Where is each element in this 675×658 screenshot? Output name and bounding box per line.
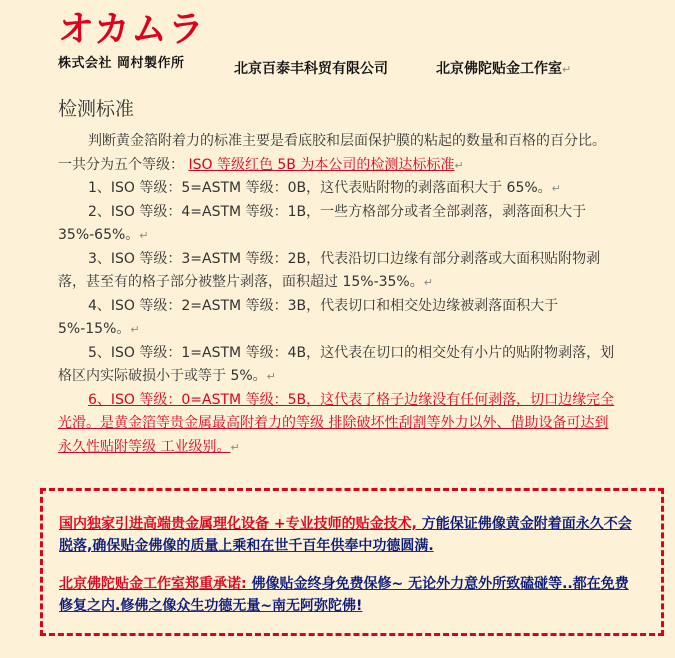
intro-text: 判断黄金箔附着力的标准主要是看底胶和层面保护膜的粘起的数量和百格的百分比。一共分为五个等级： — [58, 133, 606, 173]
okamura-logo — [56, 8, 216, 78]
header — [56, 8, 666, 78]
section-title: 检测标准 — [58, 98, 135, 120]
paragraph-mark-icon: ↵ — [423, 276, 433, 289]
intro-highlight: ISO 等级红色 5B 为本公司的检测达标标准 — [188, 156, 455, 173]
level-item — [58, 295, 618, 342]
level-item-highlight — [58, 389, 618, 460]
paragraph-mark-icon: ↵ — [139, 229, 149, 242]
level-1-text: 1、ISO 等级：5=ASTM 等级：0B，这代表贴附物的剥落面积大于 65%。 — [88, 180, 552, 196]
level-4-text: 4、ISO 等级：2=ASTM 等级：3B，代表切口和相交处边缘被剥落面积大于 5%-15%。 — [58, 297, 559, 337]
logo-mark: オカムラ — [58, 9, 205, 50]
promo-2-blue: 佛像贴金终身免费保修~ 无论外力意外所致磕碰等..都在免费修复之内.修佛之像众生功德无量~南无阿弥陀佛! — [59, 576, 629, 614]
promo-paragraph-1 — [59, 513, 639, 557]
promo-1-blue: 方能保证佛像黄金附着面永久不会脱落,确保贴金佛像的质量上乘和在世千百年供奉中功德圆满. — [59, 516, 632, 554]
paragraph-mark-icon: ↵ — [551, 182, 561, 195]
logo-subtitle: 株式会社 岡村製作所 — [58, 56, 185, 71]
company-name-1 — [234, 58, 388, 78]
company-name-2 — [436, 58, 571, 78]
level-5-text: 5、ISO 等级：1=ASTM 等级：4B，这代表在切口的相交处有小片的贴附物剥落，划格区内实际破损小于或等于 5%。 — [58, 344, 615, 384]
level-2-text: 2、ISO 等级：4=ASTM 等级：1B，一些方格部分或者全部剥落，剥落面积大于 35%-65%。 — [58, 203, 587, 243]
paragraph-mark-icon: ↵ — [230, 440, 240, 454]
standards-body — [58, 130, 618, 459]
company-name-1-text: 北京百泰丰科贸有限公司 — [234, 61, 388, 77]
level-item — [58, 201, 618, 248]
intro-paragraph — [58, 130, 618, 177]
company-name-2-text: 北京佛陀贴金工作室 — [436, 61, 562, 77]
level-item — [58, 248, 618, 295]
promo-1-red: 国内独家引进高端贵金属理化设备 +专业技师的贴金技术, — [59, 516, 417, 532]
promo-box — [40, 488, 664, 636]
level-item — [58, 177, 618, 201]
paragraph-mark-icon: ↵ — [266, 370, 276, 383]
level-6-text: 6、ISO 等级：0=ASTM 等级：5B，这代表了格子边缘没有任何剥落，切口边缘完全光滑。是黄金箔等贵金属最高附着力的等级 排除破坏性刮割等外力以外、借助设备可达到永久性贴附等级 工业级别。 — [58, 391, 615, 455]
promo-2-red: 北京佛陀贴金工作室郑重承诺: — [59, 576, 247, 592]
level-3-text: 3、ISO 等级：3=ASTM 等级：2B，代表沿切口边缘有部分剥落或大面积贴附物剥落，甚至有的格子部分被整片剥落，面积超过 15%-35%。 — [58, 250, 601, 290]
paragraph-mark-icon: ↵ — [562, 63, 572, 76]
level-item — [58, 342, 618, 389]
promo-paragraph-2 — [59, 573, 639, 617]
paragraph-mark-icon: ↵ — [130, 323, 140, 336]
paragraph-mark-icon: ↵ — [454, 158, 464, 172]
